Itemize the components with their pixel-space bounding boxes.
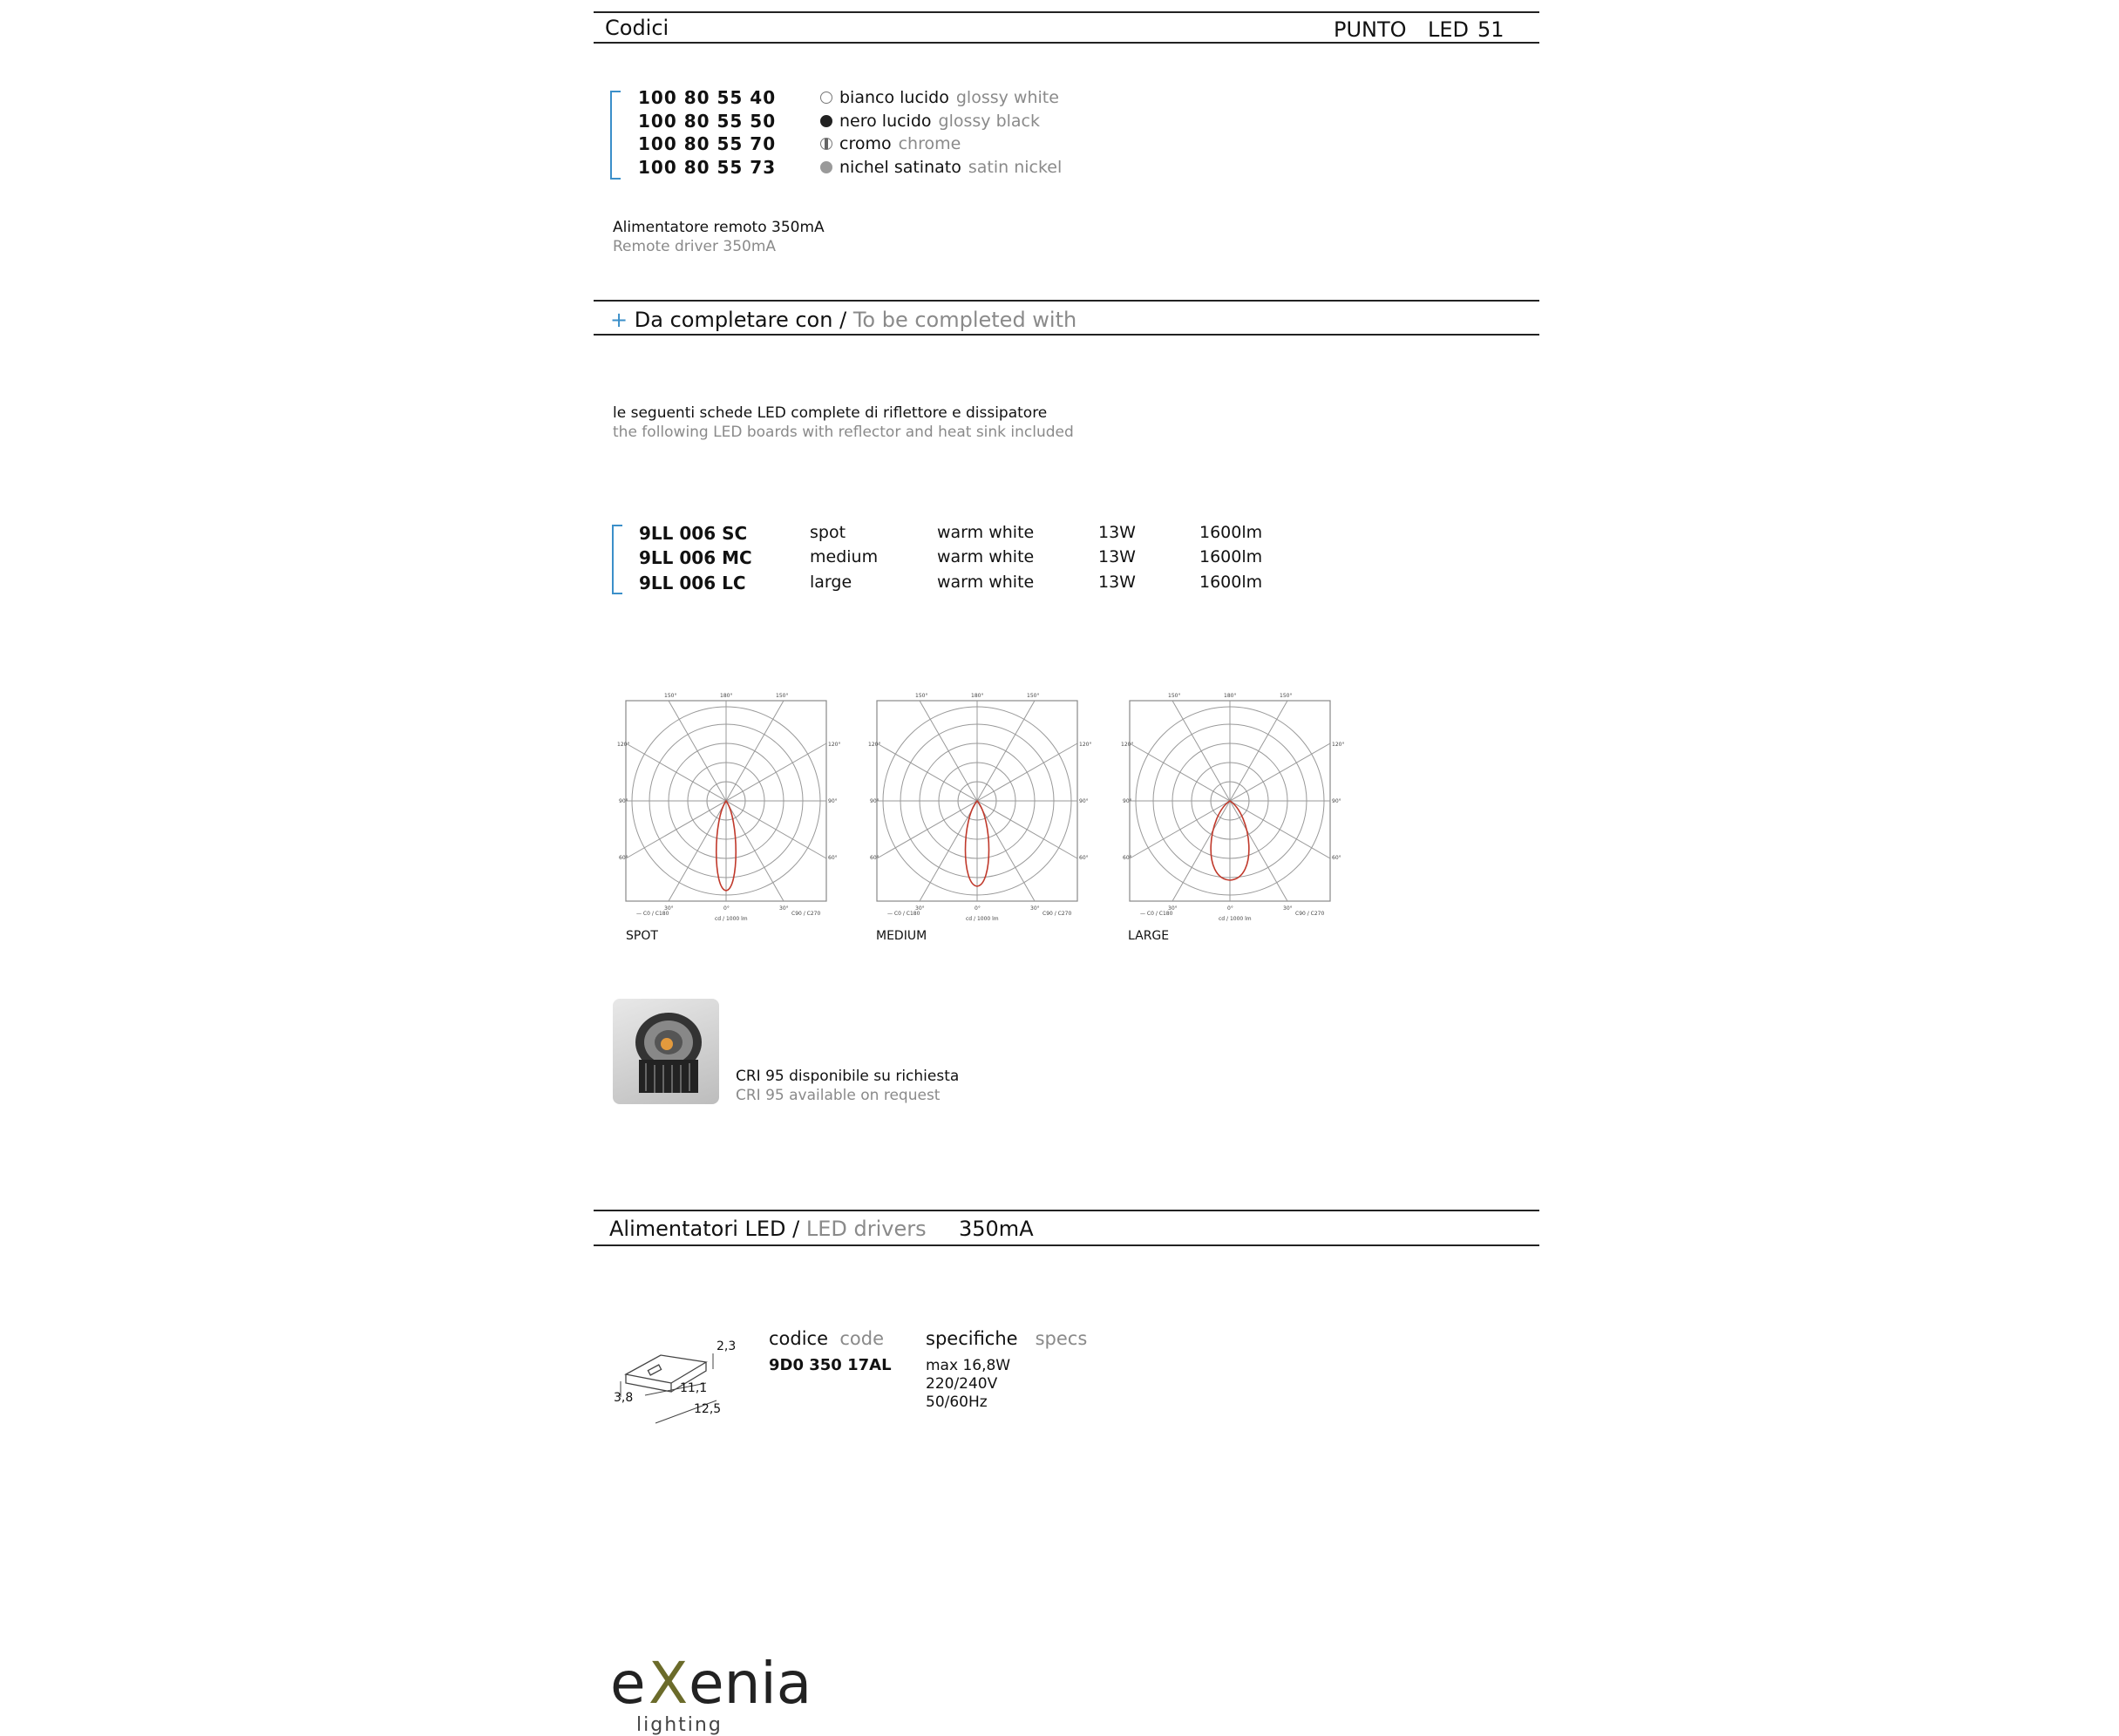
finish-it: nero lucido (839, 112, 932, 131)
driver-note-it: Alimentatore remoto 350mA (613, 219, 825, 236)
led-flux: 1600lm (1199, 547, 1263, 566)
led-boards-note-it: le seguenti schede LED complete di riflettore e dissipatore (613, 404, 1048, 422)
driver-spec-power: max 16,8W (926, 1357, 1011, 1374)
plus-icon: + (610, 308, 628, 332)
product-number: 51 (1477, 17, 1504, 42)
complete-en: To be completed with (852, 308, 1077, 332)
header-bottom-rule (594, 42, 1539, 44)
drivers-it: Alimentatori LED (609, 1217, 786, 1241)
product-type: LED (1428, 17, 1470, 42)
led-code: 9LL 006 SC (639, 523, 748, 544)
led-power: 13W (1098, 523, 1136, 542)
finish-black (820, 112, 1040, 131)
polar-large (1121, 693, 1344, 922)
chrome-swatch-icon (820, 138, 832, 150)
polar-diagrams: 180° 150° 150° 120° 120° 90° 90° 60° 60° 30° 0° 30° cd / 1000 lm — C0 / C180 C90 / C270 (610, 680, 1342, 919)
led-power: 13W (1098, 547, 1136, 566)
svg-text:enia: enia (689, 1650, 812, 1717)
finish-it: bianco lucido (839, 88, 949, 107)
code-nickel: 100 80 55 73 (638, 157, 777, 178)
diagram-label-large: LARGE (1128, 929, 1170, 943)
led-module-image (613, 999, 719, 1104)
complete-section-title (610, 308, 1076, 332)
cri-note-it: CRI 95 disponibile su richiesta (736, 1068, 960, 1085)
drivers-sep: / (792, 1217, 800, 1241)
led-beam: spot (810, 523, 846, 542)
led-beam: medium (810, 547, 879, 566)
finish-en: glossy white (955, 88, 1059, 107)
finish-en: glossy black (938, 112, 1041, 131)
specs-label-it: specifiche (926, 1328, 1018, 1349)
finish-en: satin nickel (968, 158, 1063, 177)
finish-it: nichel satinato (839, 158, 961, 177)
complete-it: Da completare con (634, 308, 833, 332)
product-name: PUNTO (1334, 17, 1407, 42)
finish-it: cromo (839, 134, 892, 153)
led-bracket (612, 525, 622, 594)
code-label (769, 1328, 884, 1349)
diagram-label-medium: MEDIUM (876, 929, 927, 943)
code-white: 100 80 55 40 (638, 87, 777, 108)
nickel-swatch-icon (820, 161, 832, 173)
led-tone: warm white (937, 523, 1035, 542)
codes-bracket (610, 91, 621, 180)
cri-note-en: CRI 95 available on request (736, 1087, 941, 1104)
diagram-label-spot: SPOT (626, 929, 658, 943)
section-title: Codici (605, 16, 669, 40)
led-code: 9LL 006 MC (639, 547, 752, 568)
dim-length-inner: 11,1 (680, 1381, 708, 1395)
code-chrome: 100 80 55 70 (638, 133, 777, 154)
led-flux: 1600lm (1199, 573, 1263, 592)
top-rule (594, 11, 1539, 13)
dim-height: 2,3 (717, 1339, 737, 1353)
drivers-bottom-rule (594, 1244, 1539, 1246)
drivers-en: LED drivers (805, 1217, 927, 1241)
led-beam: large (810, 573, 852, 592)
specs-label-en: specs (1035, 1328, 1088, 1349)
white-swatch-icon (820, 92, 832, 104)
finish-chrome (820, 134, 961, 153)
finish-nickel (820, 158, 1062, 177)
driver-spec-voltage: 220/240V (926, 1375, 998, 1393)
led-code: 9LL 006 LC (639, 573, 746, 593)
led-tone: warm white (937, 547, 1035, 566)
svg-text:X: X (649, 1650, 689, 1717)
finish-en: chrome (898, 134, 961, 153)
dim-width: 3,8 (614, 1391, 634, 1405)
logo-tagline: lighting (636, 1714, 723, 1736)
led-flux: 1600lm (1199, 523, 1263, 542)
finish-white (820, 88, 1059, 107)
polar-medium (868, 693, 1091, 922)
code-label-en: code (839, 1328, 885, 1349)
complete-top-rule (594, 300, 1539, 302)
code-label-it: codice (769, 1328, 829, 1349)
complete-sep: / (839, 308, 847, 332)
black-swatch-icon (820, 115, 832, 127)
driver-note-en: Remote driver 350mA (613, 238, 777, 255)
drivers-top-rule (594, 1210, 1539, 1211)
drivers-current: 350mA (959, 1217, 1034, 1241)
driver-code: 9D0 350 17AL (769, 1356, 892, 1374)
led-tone: warm white (937, 573, 1035, 592)
polar-spot (617, 693, 840, 922)
code-black: 100 80 55 50 (638, 111, 777, 132)
led-boards-note-en: the following LED boards with reflector and heat sink included (613, 424, 1074, 441)
svg-text:e: e (610, 1650, 647, 1717)
driver-spec-frequency: 50/60Hz (926, 1394, 988, 1411)
dim-length-outer: 12,5 (694, 1402, 722, 1416)
complete-bottom-rule (594, 334, 1539, 336)
drivers-section-title (609, 1217, 927, 1241)
specs-label (926, 1328, 1087, 1349)
led-power: 13W (1098, 573, 1136, 592)
